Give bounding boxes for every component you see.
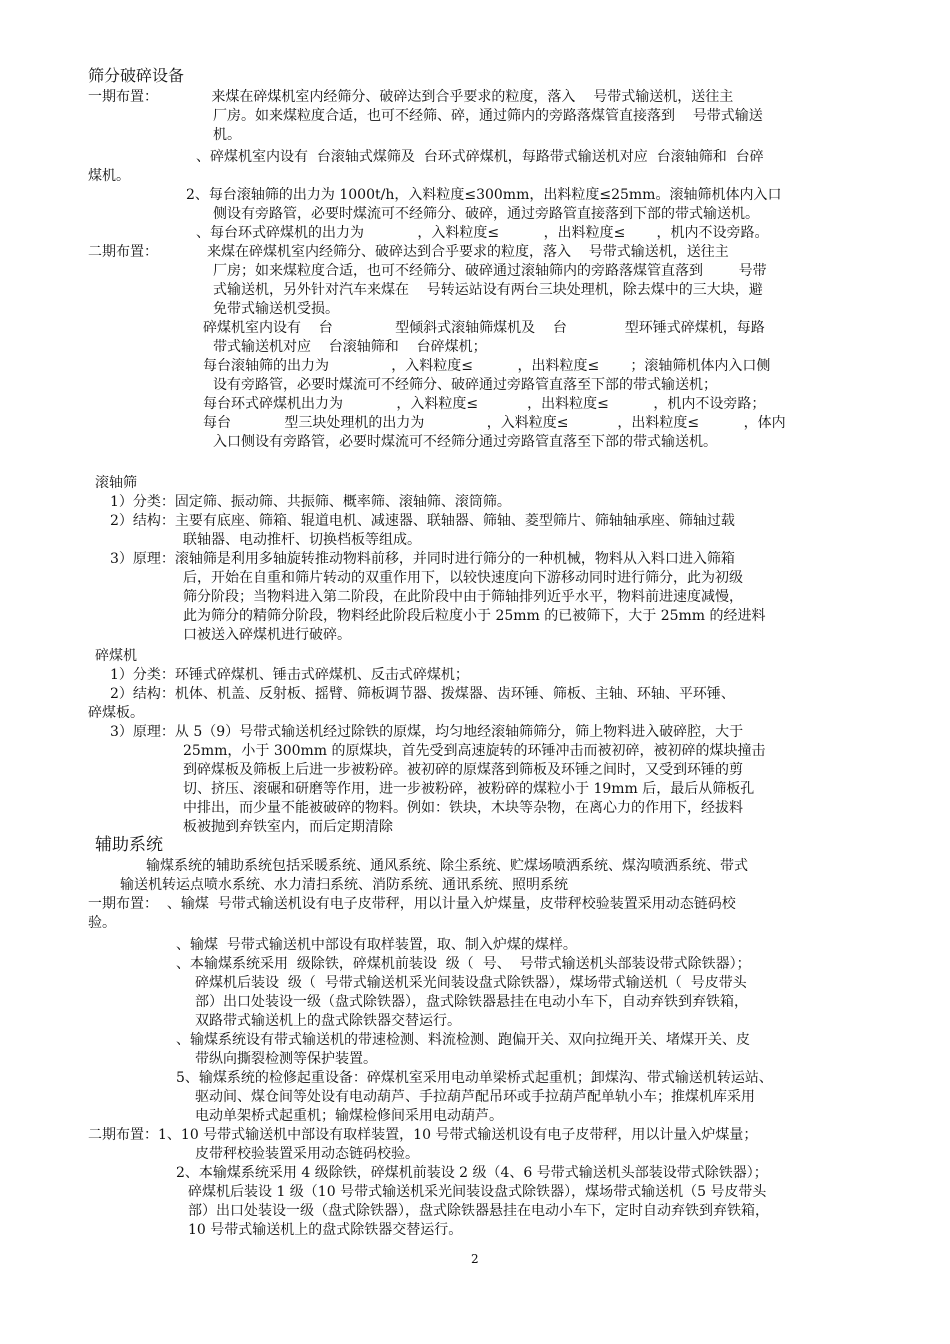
text-line: 二期布置： 来煤在碎煤机室内经筛分、破碎达到合乎要求的粒度，落入 号带式输送机，送往主: [88, 244, 729, 260]
text-line: 双路带式输送机上的盘式除铁器交替运行。: [195, 1013, 461, 1029]
text-line: 每台环式碎煤机出力为 ，入料粒度≤ ，出料粒度≤ ，机内不设旁路；: [203, 396, 766, 412]
text-line: 、输煤 号带式输送机中部设有取样装置，取、制入炉煤的煤样。: [176, 937, 577, 953]
text-line: 板被抛到弃铁室内，而后定期清除: [183, 819, 393, 835]
text-line: 带纵向撕裂检测等保护装置。: [195, 1051, 377, 1067]
text-line: 到碎煤板及筛板上后进一步被粉碎。被初碎的原煤落到筛板及环锤之间时，又受到环锤的剪: [183, 762, 743, 778]
text-line: 2、本输煤系统采用 4 级除铁，碎煤机前装设 2 级（4、6 号带式输送机头部装设带式除铁器）；: [176, 1165, 768, 1181]
text-line: 10 号带式输送机上的盘式除铁器交替运行。: [188, 1222, 463, 1238]
text-line: 碎煤板。: [88, 705, 144, 721]
text-line: 入口侧设有旁路管，必要时煤流可不经筛分通过旁路管直落至下部的带式输送机。: [213, 434, 717, 450]
text-line: 碎煤机室内设有 台 型倾斜式滚轴筛煤机及 台 型环锤式碎煤机，每路: [203, 320, 765, 336]
text-line: 一期布置： 、输煤 号带式输送机设有电子皮带秤，用以计量入炉煤量，皮带秤校验装置采用动态链码校: [88, 896, 736, 912]
text-line: 、碎煤机室内设有 台滚轴式煤筛及 台环式碎煤机，每路带式输送机对应 台滚轴筛和 台碎: [196, 149, 764, 165]
text-line: 厂房。如来煤粒度合适，也可不经筛、碎，通过筛内的旁路落煤管直接落到 号带式输送: [213, 108, 763, 124]
text-line: 3）原理：从 5（9）号带式输送机经过除铁的原煤，均匀地经滚轴筛筛分，筛上物料进入破碎腔，大于: [110, 724, 744, 740]
text-line: 部）出口处装设一级（盘式除铁器），盘式除铁器悬挂在电动小车下，定时自动弃铁到弃铁箱，: [188, 1203, 769, 1219]
section-heading-auxiliary-system: 辅助系统: [95, 835, 163, 855]
text-line: 设有旁路管，必要时煤流可不经筛分、破碎通过旁路管直落至下部的带式输送机；: [213, 377, 717, 393]
text-line: 筛分阶段；当物料进入第二阶段，在此阶段中由于筛轴排列近乎水平，物料前进速度减慢，: [183, 589, 743, 605]
text-line: 输煤系统的辅助系统包括采暖系统、通风系统、除尘系统、贮煤场喷洒系统、煤沟喷洒系统、带式: [146, 858, 748, 874]
text-line: 每台 型三块处理机的出力为 ，入料粒度≤ ，出料粒度≤ ，体内: [203, 415, 786, 431]
section-heading-screening-crushing: 筛分破碎设备: [88, 66, 185, 85]
text-line: 每台滚轴筛的出力为 ，入料粒度≤ ，出料粒度≤ ；滚轴筛机体内入口侧: [203, 358, 771, 374]
text-line: 1）分类：环锤式碎煤机、锤击式碎煤机、反击式碎煤机；: [110, 667, 469, 683]
text-line: 碎煤机后装设 1 级（10 号带式输送机采光间装设盘式除铁器），煤场带式输送机（5 号皮带头: [188, 1184, 767, 1200]
text-line: 、输煤系统设有带式输送机的带速检测、料流检测、跑偏开关、双向拉绳开关、堵煤开关、皮: [176, 1032, 750, 1048]
text-line: 3）原理：滚轴筛是利用多轴旋转推动物料前移，并同时进行筛分的一种机械，物料从入料口进入筛箱: [110, 551, 735, 567]
text-line: 验。: [88, 915, 116, 931]
text-line: 5、输煤系统的检修起重设备：碎煤机室采用电动单梁桥式起重机；卸煤沟、带式输送机转运站、: [176, 1070, 773, 1086]
subheading-roller-screen: 滚轴筛: [95, 475, 137, 491]
text-line: 口被送入碎煤机进行破碎。: [183, 627, 351, 643]
text-line: 部）出口处装设一级（盘式除铁器），盘式除铁器悬挂在电动小车下，自动弃铁到弃铁箱，: [195, 994, 748, 1010]
text-line: 侧设有旁路管，必要时煤流可不经筛分、破碎，通过旁路管直接落到下部的带式输送机。: [213, 206, 759, 222]
text-line: 免带式输送机受损。: [213, 301, 339, 317]
text-line: 电动单架桥式起重机；输煤检修间采用电动葫芦。: [195, 1108, 503, 1124]
text-line: 驱动间、煤仓间等处设有电动葫芦、手拉葫芦配吊环或手拉葫芦配单轨小车；推煤机库采用: [195, 1089, 755, 1105]
text-line: 1）分类：固定筛、振动筛、共振筛、概率筛、滚轴筛、滚筒筛。: [110, 494, 511, 510]
text-line: 煤机。: [88, 168, 130, 184]
text-line: 机。: [213, 127, 241, 143]
text-line: 2）结构：主要有底座、筛箱、辊道电机、减速器、联轴器、筛轴、菱型筛片、筛轴轴承座、筛轴过载: [110, 513, 735, 529]
text-line: 二期布置：1、10 号带式输送机中部设有取样装置，10 号带式输送机设有电子皮带秤，用以计量入炉煤量；: [88, 1127, 758, 1143]
text-line: 输送机转运点喷水系统、水力清扫系统、消防系统、通讯系统、照明系统: [120, 877, 568, 893]
text-line: 、本输煤系统采用 级除铁，碎煤机前装设 级（ 号、 号带式输送机头部装设带式除铁器）；: [176, 956, 751, 972]
text-line: 此为筛分的精筛分阶段，物料经此阶段后粒度小于 25mm 的已被筛下，大于 25mm 的经进料: [183, 608, 766, 624]
text-line: 式输送机，另外针对汽车来煤在 号转运站设有两台三块处理机，除去煤中的三大块，避: [213, 282, 763, 298]
text-line: 带式输送机对应 台滚轴筛和 台碎煤机；: [213, 339, 487, 355]
text-line: 皮带秤校验装置采用动态链码校验。: [195, 1146, 419, 1162]
text-line: 厂房；如来煤粒度合适，也可不经筛分、破碎通过滚轴筛内的旁路落煤管直落到 号带: [213, 263, 767, 279]
page-number: 2: [471, 1252, 479, 1266]
text-line: 一期布置： 来煤在碎煤机室内经筛分、破碎达到合乎要求的粒度，落入 号带式输送机，送往主: [88, 89, 734, 105]
text-line: 切、挤压、滚碾和研磨等作用，进一步被粉碎，被粉碎的煤粒小于 19mm 后，最后从筛板孔: [183, 781, 755, 797]
text-line: 联轴器、电动推杆、切换档板等组成。: [183, 532, 421, 548]
text-line: 碎煤机后装设 级（ 号带式输送机采光间装设盘式除铁器），煤场带式输送机（ 号皮带头: [195, 975, 747, 991]
text-line: 、每台环式碎煤机的出力为 ，入料粒度≤ ，出料粒度≤ ，机内不设旁路。: [196, 225, 769, 241]
text-line: 2）结构：机体、机盖、反射板、摇臂、筛板调节器、拨煤器、齿环锤、筛板、主轴、环轴、平环锤、: [110, 686, 735, 702]
text-line: 2、每台滚轴筛的出力为 1000t/h，入料粒度≤300mm，出料粒度≤25mm。滚轴筛机体内入口: [186, 187, 782, 203]
text-line: 中排出，而少量不能被破碎的物料。例如：铁块，木块等杂物，在离心力的作用下，经拔料: [183, 800, 743, 816]
text-line: 25mm，小于 300mm 的原煤块，首先受到高速旋转的环锤冲击而被初碎，被初碎的煤块撞击: [183, 743, 766, 759]
text-line: 后，开始在自重和筛片转动的双重作用下，以较快速度向下游移动同时进行筛分，此为初级: [183, 570, 743, 586]
subheading-coal-crusher: 碎煤机: [95, 648, 137, 664]
